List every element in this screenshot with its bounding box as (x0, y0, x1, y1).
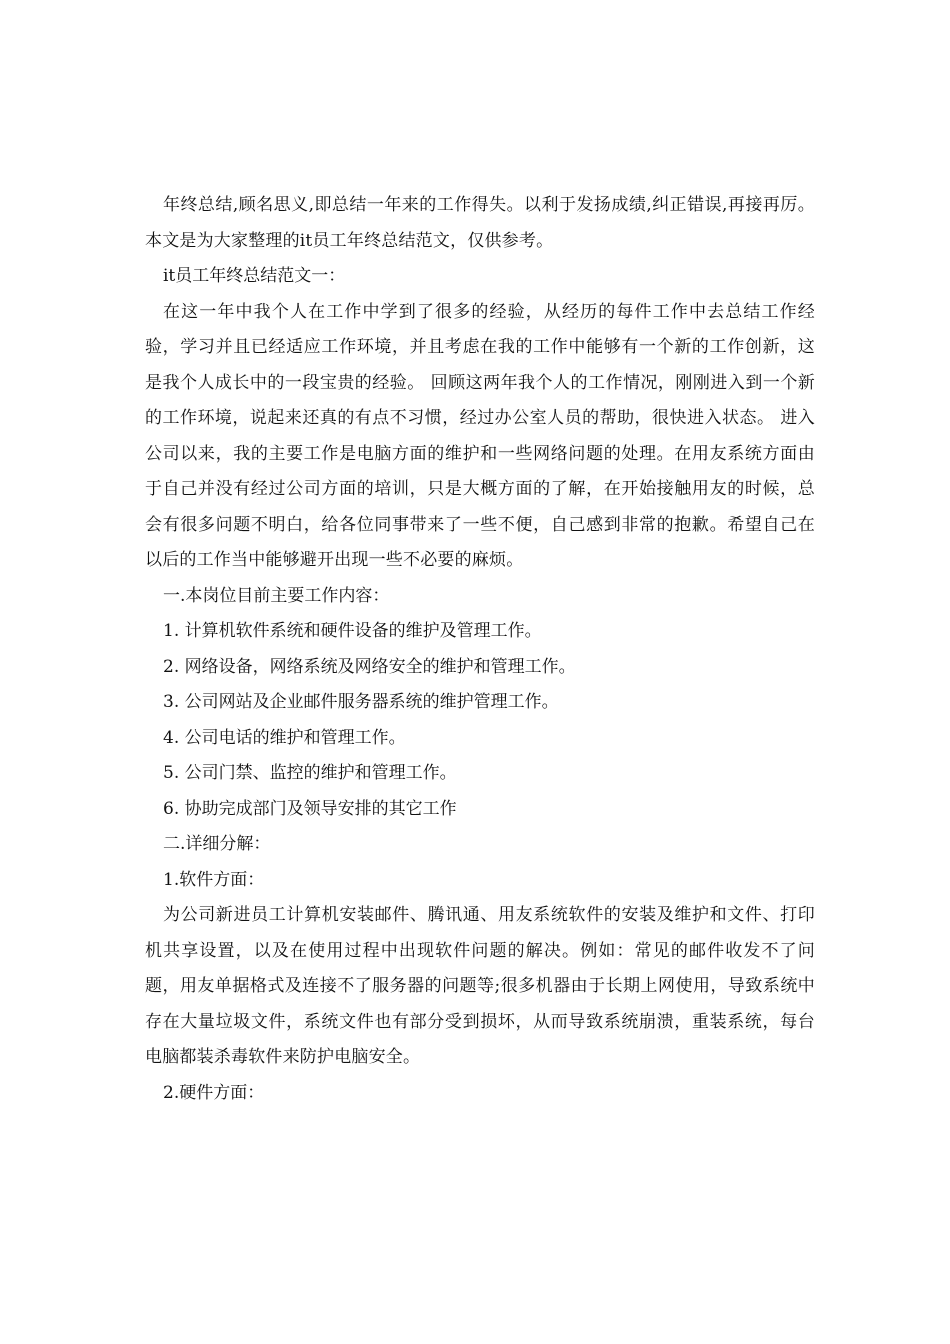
intro-paragraph: 年终总结,顾名思义,即总结一年来的工作得失。以利于发扬成绩,纠正错误,再接再厉。本文是为大家整理的it员工年终总结范文，仅供参考。 (145, 195, 815, 251)
heading-duties: 一.本岗位目前主要工作内容： (163, 585, 390, 606)
section-heading: it员工年终总结范文一： (163, 266, 346, 286)
duty-item-4: 4. 公司电话的维护和管理工作。 (163, 727, 406, 748)
heading-details: 二.详细分解： (163, 834, 271, 854)
duty-item-5: 5. 公司门禁、监控的维护和管理工作。 (163, 763, 457, 783)
duty-item-2: 2. 网络设备，网络系统及网络安全的维护和管理工作。 (163, 656, 576, 677)
body-paragraph-1: 在这一年中我个人在工作中学到了很多的经验，从经历的每件工作中去总结工作经验，学习并且已经适应工作环境，并且考虑在我的工作中能够有一个新的工作创新，这是我个人成长中的一段宝贵的经验。 回顾这两年我个人的工作情况，刚刚进入到一个新的工作环境，说起来还真的有点不习惯，经过办公室人员的帮助，很快进入状态。 进入公司以来，我的主要工作是电脑方面的维护和一些网络问题的处理。在用友系统方面由于自己并没有经过公司方面的培训，只是大概方面的了解，在开始接触用友的时候，总会有很多问题不明白，给各位同事带来了一些不便，自己感到非常的抱歉。希望自己在以后的工作当中能够避开出现一些不必要的麻烦。 (145, 301, 815, 570)
sub-heading-hardware: 2.硬件方面： (163, 1082, 265, 1103)
document-body (145, 188, 815, 1111)
duty-item-1: 1. 计算机软件系统和硬件设备的维护及管理工作。 (163, 621, 542, 641)
body-paragraph-2: 为公司新进员工计算机安装邮件、腾讯通、用友系统软件的安装及维护和文件、打印机共享设置，以及在使用过程中出现软件问题的解决。例如：常见的邮件收发不了问题，用友单据格式及连接不了服务器的问题等;很多机器由于长期上网使用，导致系统中存在大量垃圾文件，系统文件也有部分受到损坏，从而导致系统崩溃，重装系统，每台电脑都装杀毒软件来防护电脑安全。 (145, 905, 815, 1067)
duty-item-3: 3. 公司网站及企业邮件服务器系统的维护管理工作。 (163, 692, 559, 712)
duty-item-6: 6. 协助完成部门及领导安排的其它工作 (163, 798, 457, 819)
sub-heading-software: 1.软件方面： (163, 869, 265, 890)
